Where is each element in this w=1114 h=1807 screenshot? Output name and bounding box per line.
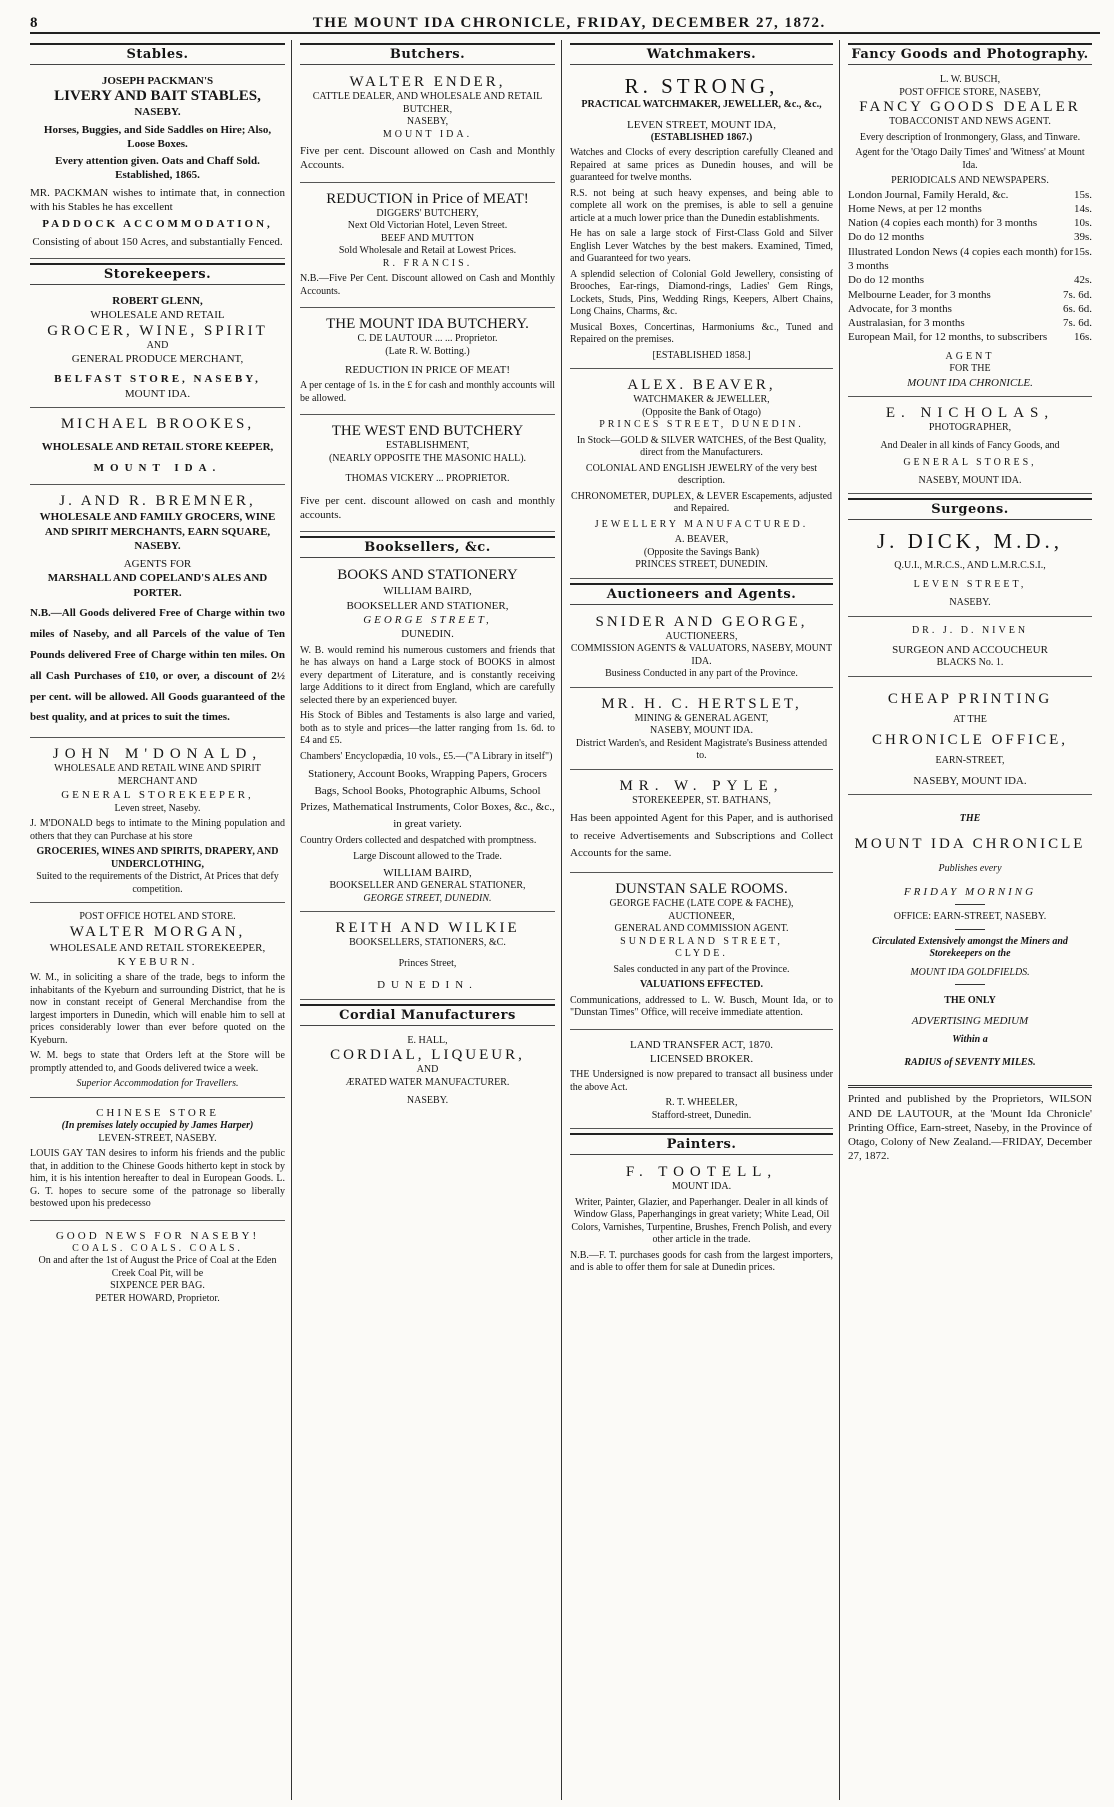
ad-baird (300, 563, 555, 912)
ad-dunstan-sale-rooms (570, 877, 833, 1030)
page-number: 8 (30, 15, 39, 31)
periodical-row: Do do 12 months 42s. (848, 274, 1092, 287)
hall-line: CORDIAL, LIQUEUR, (330, 1047, 525, 1064)
ad-diggers-butchery (300, 187, 555, 309)
periodical-row: London Journal, Family Herald, &c. 15s. (848, 188, 1092, 201)
diggers-line: Sold Wholesale and Retail at Lowest Prices. (338, 245, 517, 257)
nich-line: NASEBY, MOUNT IDA. (918, 474, 1022, 486)
dick-line: J. DICK, M.D., (876, 529, 1064, 554)
dick-line: LEVEN STREET, (913, 578, 1027, 590)
chron-line: Circulated Extensively amongst the Miners and Storekeepers on the (872, 935, 1068, 960)
strong-line: [ESTABLISHED 1858.] (652, 349, 751, 361)
glenn-line: GROCER, WINE, SPIRIT (47, 322, 268, 339)
mib-line: (Late R. W. Botting.) (385, 345, 470, 357)
section-heading-surgeons: Surgeons. (848, 498, 1092, 520)
chron-line: ADVERTISING MEDIUM (911, 1014, 1029, 1027)
ad-dick (848, 525, 1092, 617)
mib-line: C. DE LAUTOUR ... ... Proprietor. (357, 333, 498, 345)
beaver-name: ALEX. BEAVER, (627, 377, 776, 394)
nich-line: PHOTOGRAPHER, (928, 422, 1012, 434)
cheap-line: NASEBY, MOUNT IDA. (913, 774, 1027, 787)
reith-line: REITH AND WILKIE (335, 920, 520, 937)
diggers-line: Next Old Victorian Hotel, Leven Street. (347, 220, 508, 232)
hertslet-line: MR. H. C. HERTSLET, (601, 695, 802, 712)
columns (30, 40, 1100, 1800)
we-line: Five per cent. discount allowed on cash and monthly accounts. (300, 494, 555, 522)
beaver-line: JEWELLERY MANUFACTURED. (594, 518, 809, 530)
busch-line: MOUNT IDA CHRONICLE. (907, 376, 1033, 389)
mcdonald-line: GROCERIES, WINES AND SPIRITS, DRAPERY, AND UNDERCLOTHING, (36, 846, 279, 870)
baird-line: His Stock of Bibles and Testaments is also large and varied, both as to style and prices—the latter ranging from 1s. 6d. to £4 and £5. (300, 710, 555, 747)
busch-line: Agent for the 'Otago Daily Times' and 'Witness' at Mount Ida. (855, 147, 1085, 171)
chinese-heading: CHINESE STORE (96, 1106, 219, 1119)
dunstan-line: CLYDE. (675, 948, 728, 960)
dunstan-line: GENERAL AND COMMISSION AGENT. (614, 923, 789, 935)
chron-line: FRIDAY MORNING (903, 886, 1037, 899)
ad-cheap-printing (848, 681, 1092, 795)
strong-line: Musical Boxes, Concertinas, Harmoniums &c., Tuned and Repaired on the premises. (570, 321, 833, 346)
packman-line: PADDOCK ACCOMMODATION, (42, 218, 273, 231)
glenn-line: AND (146, 339, 169, 351)
periodicals-list (848, 188, 1092, 345)
beaver-line: (Opposite the Savings Bank) (643, 546, 760, 558)
imprint: Printed and published by the Proprietors, WILSON AND DE LAUTOUR, at the 'Mount Ida Chronicle' Printing Office, Earn-street, Naseby, in the Province of Otago, Colony of New Zealand.—FRIDAY, December 27, 1872. (848, 1085, 1092, 1163)
mcdonald-line: J. M'DONALD begs to intimate to the Mining population and others that they can Purchase at his store (30, 818, 285, 842)
busch-line: FOR THE (949, 363, 991, 375)
ad-reith-wilkie (300, 916, 555, 999)
baird-line: DUNEDIN. (401, 628, 454, 641)
section-heading-fancy-goods: Fancy Goods and Photography. (848, 43, 1092, 65)
cheap-line: CHEAP PRINTING (887, 690, 1053, 707)
beaver-line: (Opposite the Bank of Otago) (642, 406, 761, 418)
morgan-line: KYEBURN. (117, 955, 198, 968)
ad-niven (848, 621, 1092, 677)
tootell-line: N.B.—F. T. purchases goods for cash from the largest importers, and is able to offer them for sale at Dunedin prices. (570, 1249, 833, 1274)
section-heading-auctioneers: Auctioneers and Agents. (570, 583, 833, 605)
mcdonald-name: JOHN M'DONALD, (52, 746, 263, 763)
glenn-line: WHOLESALE AND RETAIL (90, 309, 225, 322)
we-line: THE WEST END BUTCHERY (331, 423, 524, 440)
section-heading-storekeepers: Storekeepers. (30, 263, 285, 285)
chron-line: OFFICE: EARN-STREET, NASEBY. (893, 911, 1047, 923)
beaver-line: A. BEAVER, (674, 534, 729, 546)
niven-line: SURGEON AND ACCOUCHEUR (892, 644, 1048, 657)
beaver-line: WATCHMAKER & JEWELLER, (633, 394, 770, 406)
chron-line: THE ONLY (944, 995, 996, 1007)
baird-line: Country Orders collected and despatched with promptness. (300, 835, 537, 847)
ad-chinese-store (30, 1102, 285, 1221)
strong-line: He has on sale a large stock of First-Class Gold and Silver English Lever Watches by the best makers. Examined, Timed, and Guaranteed for two years. (570, 228, 833, 265)
packman-line: Horses, Buggies, and Side Saddles on Hire; Also, Loose Boxes. (43, 123, 272, 150)
beaver-line: In Stock—GOLD & SILVER WATCHES, of the Best Quality, direct from the Manufacturers. (576, 434, 827, 459)
cheap-line: CHRONICLE OFFICE, (871, 732, 1068, 749)
ltact-line: LAND TRANSFER ACT, 1870. (630, 1038, 773, 1051)
beaver-line: CHRONOMETER, DUPLEX, & LEVER Escapements, adjusted and Repaired. (570, 490, 833, 515)
ad-morgan (30, 907, 285, 1098)
ltact-line: Stafford-street, Dunedin. (651, 1109, 752, 1121)
bremner-name: J. AND R. BREMNER, (59, 493, 256, 510)
chinese-line: LOUIS GAY TAN desires to inform his friends and the public that, in addition to the Chinese Goods hitherto kept in stock by him, it is his intention hereafter to deal in European Goods. L. G. T. hopes to secure some of the patronage so liberally bestowed upon his predecesso (30, 1148, 285, 1210)
goodnews-line: PETER HOWARD, Proprietor. (95, 1292, 220, 1304)
chinese-line: LEVEN-STREET, NASEBY. (98, 1132, 217, 1144)
mcdonald-line: Suited to the requirements of the District, At Prices that defy competition. (36, 871, 279, 895)
strong-line: R.S. not being at such heavy expenses, and being able to complete all work on the premises, is able to sell a genuine article at a much lower price than the Dunedin establishments. (570, 187, 833, 224)
ad-chronicle (848, 799, 1092, 1075)
mib-line: REDUCTION IN PRICE OF MEAT! (345, 364, 510, 377)
brookes-line: WHOLESALE AND RETAIL STORE KEEPER, (41, 440, 274, 453)
strong-line: LEVEN STREET, MOUNT IDA, (627, 118, 776, 131)
periodical-row: European Mail, for 12 months, to subscribers 16s. (848, 331, 1092, 344)
morgan-top: POST OFFICE HOTEL AND STORE. (79, 911, 236, 923)
hertslet-line: NASEBY, MOUNT IDA. (650, 725, 753, 737)
ad-land-transfer (570, 1034, 833, 1130)
baird-line: W. B. would remind his numerous customers and friends that he has always on hand a Large stock of BOOKS in almost every department of Literature, and is constantly receiving large Additions to it direct from England, which are carefully selected there by an experienced buyer. (300, 644, 555, 706)
ender-line: Five per cent. Discount allowed on Cash and Monthly Accounts. (300, 145, 555, 172)
chron-line: THE (959, 813, 981, 825)
dick-line: NASEBY. (949, 597, 991, 609)
dunstan-line: SUNDERLAND STREET, (620, 935, 783, 947)
morgan-line: WHOLESALE AND RETAIL STOREKEEPER, (49, 941, 266, 954)
glenn-line: BELFAST STORE, NASEBY, (54, 373, 261, 386)
divider-rule (955, 984, 985, 985)
ad-tootell (570, 1160, 833, 1284)
ad-nicholas (848, 401, 1092, 494)
ad-busch (848, 70, 1092, 397)
column-3 (570, 40, 840, 1800)
reith-line: Princes Street, (398, 957, 457, 969)
nich-line: And Dealer in all kinds of Fancy Goods, and (880, 439, 1060, 451)
packman-place: NASEBY. (134, 106, 181, 119)
periodical-row: Melbourne Leader, for 3 months 7s. 6d. (848, 288, 1092, 301)
section-heading-stables: Stables. (30, 43, 285, 65)
baird-line: WILLIAM BAIRD, (383, 585, 472, 598)
mcdonald-line: GENERAL STOREKEEPER, (61, 789, 254, 802)
strong-line: A splendid selection of Colonial Gold Jewellery, consisting of Brooches, Ear-rings, Diamond-rings, Ladies' Gem Rings, Lockets, Studs, Pins, Wedding Rings, Keepers, Albert Chains, Long Chains, Charms, &c. (570, 268, 833, 318)
ltact-line: R. T. WHEELER, (665, 1097, 738, 1109)
tootell-line: MOUNT IDA. (671, 1181, 732, 1193)
beaver-line: COLONIAL AND ENGLISH JEWELRY of the very best description. (585, 462, 818, 487)
masthead (30, 8, 1100, 34)
diggers-line: R. FRANCIS. (382, 257, 473, 269)
mcdonald-line: WHOLESALE AND RETAIL WINE AND SPIRIT MERCHANT AND (54, 763, 261, 787)
reith-line: BOOKSELLERS, STATIONERS, &C. (349, 937, 506, 949)
we-line: (NEARLY OPPOSITE THE MASONIC HALL). (328, 452, 527, 464)
bremner-line: AGENTS FOR (123, 558, 192, 571)
busch-line: AGENT (945, 350, 995, 362)
glenn-line: MOUNT IDA. (124, 387, 191, 400)
busch-line: FANCY GOODS DEALER (859, 99, 1081, 115)
ad-snider-george (570, 610, 833, 688)
morgan-line: Superior Accommodation for Travellers. (76, 1078, 239, 1090)
busch-line: TOBACCONIST AND NEWS AGENT. (889, 116, 1051, 127)
ad-mcdonald (30, 742, 285, 903)
niven-line: BLACKS No. 1. (936, 657, 1004, 669)
niven-line: DR. J. D. NIVEN (911, 624, 1029, 636)
pyle-line: Has been appointed Agent for this Paper, and is authorised to receive Advertisements and Subscriptions and Collect Accounts for the same. (570, 812, 833, 860)
section-heading-watchmakers: Watchmakers. (570, 43, 833, 65)
packman-name: JOSEPH PACKMAN'S (101, 75, 214, 87)
hall-line: AND (416, 1064, 439, 1076)
snider-line: AUCTIONEERS, (665, 630, 738, 642)
ad-ender (300, 70, 555, 183)
snider-line: SNIDER AND GEORGE, (595, 613, 808, 630)
periodical-row: Advocate, for 3 months 6s. 6d. (848, 302, 1092, 315)
ad-hertslet (570, 692, 833, 770)
bremner-line: WHOLESALE AND FAMILY GROCERS, WINE AND SPIRIT MERCHANTS, EARN SQUARE, NASEBY. (39, 511, 276, 552)
beaver-line: PRINCES STREET, DUNEDIN. (635, 559, 768, 571)
chron-line: MOUNT IDA GOLDFIELDS. (910, 966, 1030, 978)
dick-line: Q.U.I., M.R.C.S., AND L.M.R.C.S.I., (894, 560, 1046, 572)
baird-line: WILLIAM BAIRD, (383, 867, 472, 880)
packman-line: Consisting of about 150 Acres, and substantially Fenced. (32, 235, 283, 248)
dunstan-line: GEORGE FACHE (LATE COPE & FACHE), (609, 898, 794, 910)
tootell-line: F. TOOTELL, (625, 1164, 778, 1181)
baird-line: BOOKSELLER AND GENERAL STATIONER, (329, 880, 526, 892)
goodnews-line: On and after the 1st of August the Price of Coal at the Eden Creek Coal Pit, will be (38, 1255, 277, 1279)
ltact-line: THE Undersigned is now prepared to transact all business under the above Act. (570, 1069, 833, 1093)
diggers-line: BEEF AND MUTTON (380, 232, 475, 244)
baird-line: Large Discount allowed to the Trade. (353, 850, 502, 862)
mib-line: THE MOUNT IDA BUTCHERY. (326, 316, 529, 333)
dunstan-line: DUNSTAN SALE ROOMS. (615, 881, 788, 898)
baird-line: Chambers' Encyclopædia, 10 vols., £5.—("A Library in itself") (300, 750, 553, 762)
bremner-line: MARSHALL AND COPELAND'S ALES AND PORTER. (47, 572, 268, 599)
strong-line: (ESTABLISHED 1867.) (650, 131, 753, 143)
reith-line: DUNEDIN. (377, 979, 478, 992)
diggers-line: N.B.—Five Per Cent. Discount allowed on Cash and Monthly Accounts. (300, 273, 555, 297)
pyle-line: MR. W. PYLE, (619, 777, 784, 794)
dunstan-line: VALUATIONS EFFECTED. (640, 979, 763, 991)
packman-title: LIVERY AND BAIT STABLES, (54, 88, 261, 105)
column-4 (848, 40, 1098, 1800)
we-line: THOMAS VICKERY ... PROPRIETOR. (345, 473, 510, 485)
chron-line: MOUNT IDA CHRONICLE (854, 835, 1086, 852)
dunstan-line: Communications, addressed to L. W. Busch, Mount Ida, or to "Dunstan Times" Office, will receive immediate attention. (570, 994, 833, 1019)
bremner-line: N.B.—All Goods delivered Free of Charge within two miles of Naseby, and all Parcels of the value of Ten Pounds delivered Free of Charge within ten miles. On all Cash Purchases of £10, or over, a discount of 2½ per cent. will be allowed. All Goods guaranteed of the best quality, and at prices to suit the times. (30, 607, 285, 724)
glenn-name: ROBERT GLENN, (112, 294, 203, 307)
periodical-row: Home News, at per 12 months 14s. (848, 202, 1092, 215)
tootell-line: Writer, Painter, Glazier, and Paperhanger. Dealer in all kinds of Window Glass, Paperhangings in great variety; White Lead, Oil Colors, Varnishes, Turpentine, Brushes, French Polish, and every other article in the trade. (571, 1196, 832, 1246)
cheap-line: AT THE (953, 713, 987, 725)
packman-line: Every attention given. Oats and Chaff Sold. Established, 1865. (55, 155, 260, 182)
ad-good-news (30, 1225, 285, 1312)
ad-pyle (570, 774, 833, 873)
baird-line: Stationery, Account Books, Wrapping Papers, Grocers Bags, School Books, Photographic Albums, School Prizes, Mathematical Instruments, Color Boxes, &c., &c., in great variety. (300, 768, 555, 830)
strong-line: PRACTICAL WATCHMAKER, JEWELLER, &c., &c., (581, 99, 822, 110)
hall-line: E. HALL, (407, 1034, 448, 1046)
strong-name: R. STRONG, (624, 74, 779, 98)
busch-line: POST OFFICE STORE, NASEBY, (899, 86, 1041, 98)
diggers-line: REDUCTION in Price of MEAT! (326, 190, 529, 207)
periodical-row: Australasian, for 3 months 7s. 6d. (848, 317, 1092, 330)
column-2 (300, 40, 562, 1800)
beaver-line: PRINCES STREET, DUNEDIN. (599, 419, 804, 431)
strong-line: Watches and Clocks of every description carefully Cleaned and Repaired at same prices as Dunedin houses, and will be guaranteed for twelve months. (570, 147, 833, 184)
nich-line: GENERAL STORES, (903, 457, 1037, 469)
nich-line: E. NICHOLAS, (885, 405, 1055, 422)
mcdonald-line: Leven street, Naseby. (114, 802, 201, 814)
chron-line: Within a (952, 1034, 988, 1046)
dunstan-line: AUCTIONEER, (668, 910, 735, 922)
ad-brookes (30, 412, 285, 485)
goodnews-line: COALS. COALS. COALS. (72, 1242, 243, 1254)
chron-line: RADIUS of SEVENTY MILES. (904, 1056, 1036, 1068)
busch-line: Every description of Ironmongery, Glass, and Tinware. (859, 131, 1081, 143)
masthead-title: THE MOUNT IDA CHRONICLE, FRIDAY, DECEMBER 27, 1872. (312, 15, 826, 31)
morgan-line: W. M., in soliciting a share of the trade, begs to inform the inhabitants of the Kyeburn and surrounding District, that he is now in constant receipt of General Merchandise from the largest importers in Dunedin, which will enable him to sell at prices considerably lower than ever before quoted on the Kyeburn. (30, 972, 285, 1046)
ad-beaver (570, 373, 833, 579)
hertslet-line: District Warden's, and Resident Magistrate's Business attended to. (575, 737, 828, 762)
ad-west-end-butchery (300, 419, 555, 532)
section-heading-butchers: Butchers. (300, 43, 555, 65)
busch-line: L. W. BUSCH, (939, 74, 1001, 85)
hall-line: ÆRATED WATER MANUFACTURER. (345, 1076, 510, 1088)
baird-line: GEORGE STREET, (363, 614, 492, 627)
mib-line: A per centage of 1s. in the £ for cash and monthly accounts will be allowed. (300, 380, 555, 404)
ad-mount-ida-butchery (300, 312, 555, 415)
chinese-line: (In premises lately occupied by James Harper) (61, 1120, 254, 1132)
ender-line: MOUNT IDA. (382, 128, 473, 140)
brookes-line: MOUNT IDA. (93, 461, 222, 474)
ad-packman (30, 70, 285, 259)
baird-line: BOOKS AND STATIONERY (337, 567, 518, 584)
snider-line: Business Conducted in any part of the Province. (605, 668, 798, 680)
section-heading-cordial: Cordial Manufacturers (300, 1004, 555, 1026)
hertslet-line: MINING & GENERAL AGENT, (634, 712, 769, 724)
morgan-line: W. M. begs to state that Orders left at the Store will be promptly attended to, and Goods delivered twice a week. (30, 1050, 285, 1074)
goodnews-line: SIXPENCE PER BAG. (110, 1280, 205, 1292)
morgan-name: WALTER MORGAN, (69, 923, 246, 940)
dunstan-line: Sales conducted in any part of the Province. (613, 963, 790, 975)
cheap-line: EARN-STREET, (935, 755, 1005, 767)
ender-name: WALTER ENDER, (349, 74, 506, 90)
periodical-row: Illustrated London News (4 copies each month) for 3 months 15s. (848, 245, 1092, 272)
section-heading-booksellers: Booksellers, &c. (300, 536, 555, 558)
diggers-line: DIGGERS' BUTCHERY, (376, 207, 479, 219)
we-line: ESTABLISHMENT, (385, 440, 470, 452)
glenn-line: GENERAL PRODUCE MERCHANT, (71, 353, 244, 366)
ender-line: NASEBY, (406, 116, 449, 127)
section-heading-painters: Painters. (570, 1133, 833, 1155)
ad-strong (570, 70, 833, 369)
ad-glenn (30, 290, 285, 408)
column-1 (30, 40, 292, 1800)
baird-line: GEORGE STREET, DUNEDIN. (363, 892, 492, 904)
ad-hall (300, 1031, 555, 1114)
goodnews-heading: GOOD NEWS FOR NASEBY! (55, 1229, 260, 1242)
chron-line: Publishes every (938, 862, 1002, 874)
periodical-row: Nation (4 copies each month) for 3 months 10s. (848, 217, 1092, 230)
ender-line: CATTLE DEALER, AND WHOLESALE AND RETAIL BUTCHER, (312, 91, 543, 115)
divider-rule (955, 929, 985, 930)
snider-line: COMMISSION AGENTS & VALUATORS, NASEBY, MOUNT IDA. (570, 643, 833, 667)
baird-line: BOOKSELLER AND STATIONER, (346, 599, 509, 612)
ltact-line: LICENSED BROKER. (649, 1052, 754, 1065)
hall-line: NASEBY. (406, 1095, 449, 1107)
brookes-name: MICHAEL BROOKES, (60, 415, 255, 432)
periodical-row: Do do 12 months 39s. (848, 231, 1092, 244)
ad-bremner (30, 489, 285, 738)
pyle-line: STOREKEEPER, ST. BATHANS, (632, 794, 771, 806)
divider-rule (955, 904, 985, 905)
packman-line: MR. PACKMAN wishes to intimate that, in connection with his Stables he has excellent (30, 186, 285, 214)
busch-line: PERIODICALS AND NEWSPAPERS. (891, 175, 1049, 186)
